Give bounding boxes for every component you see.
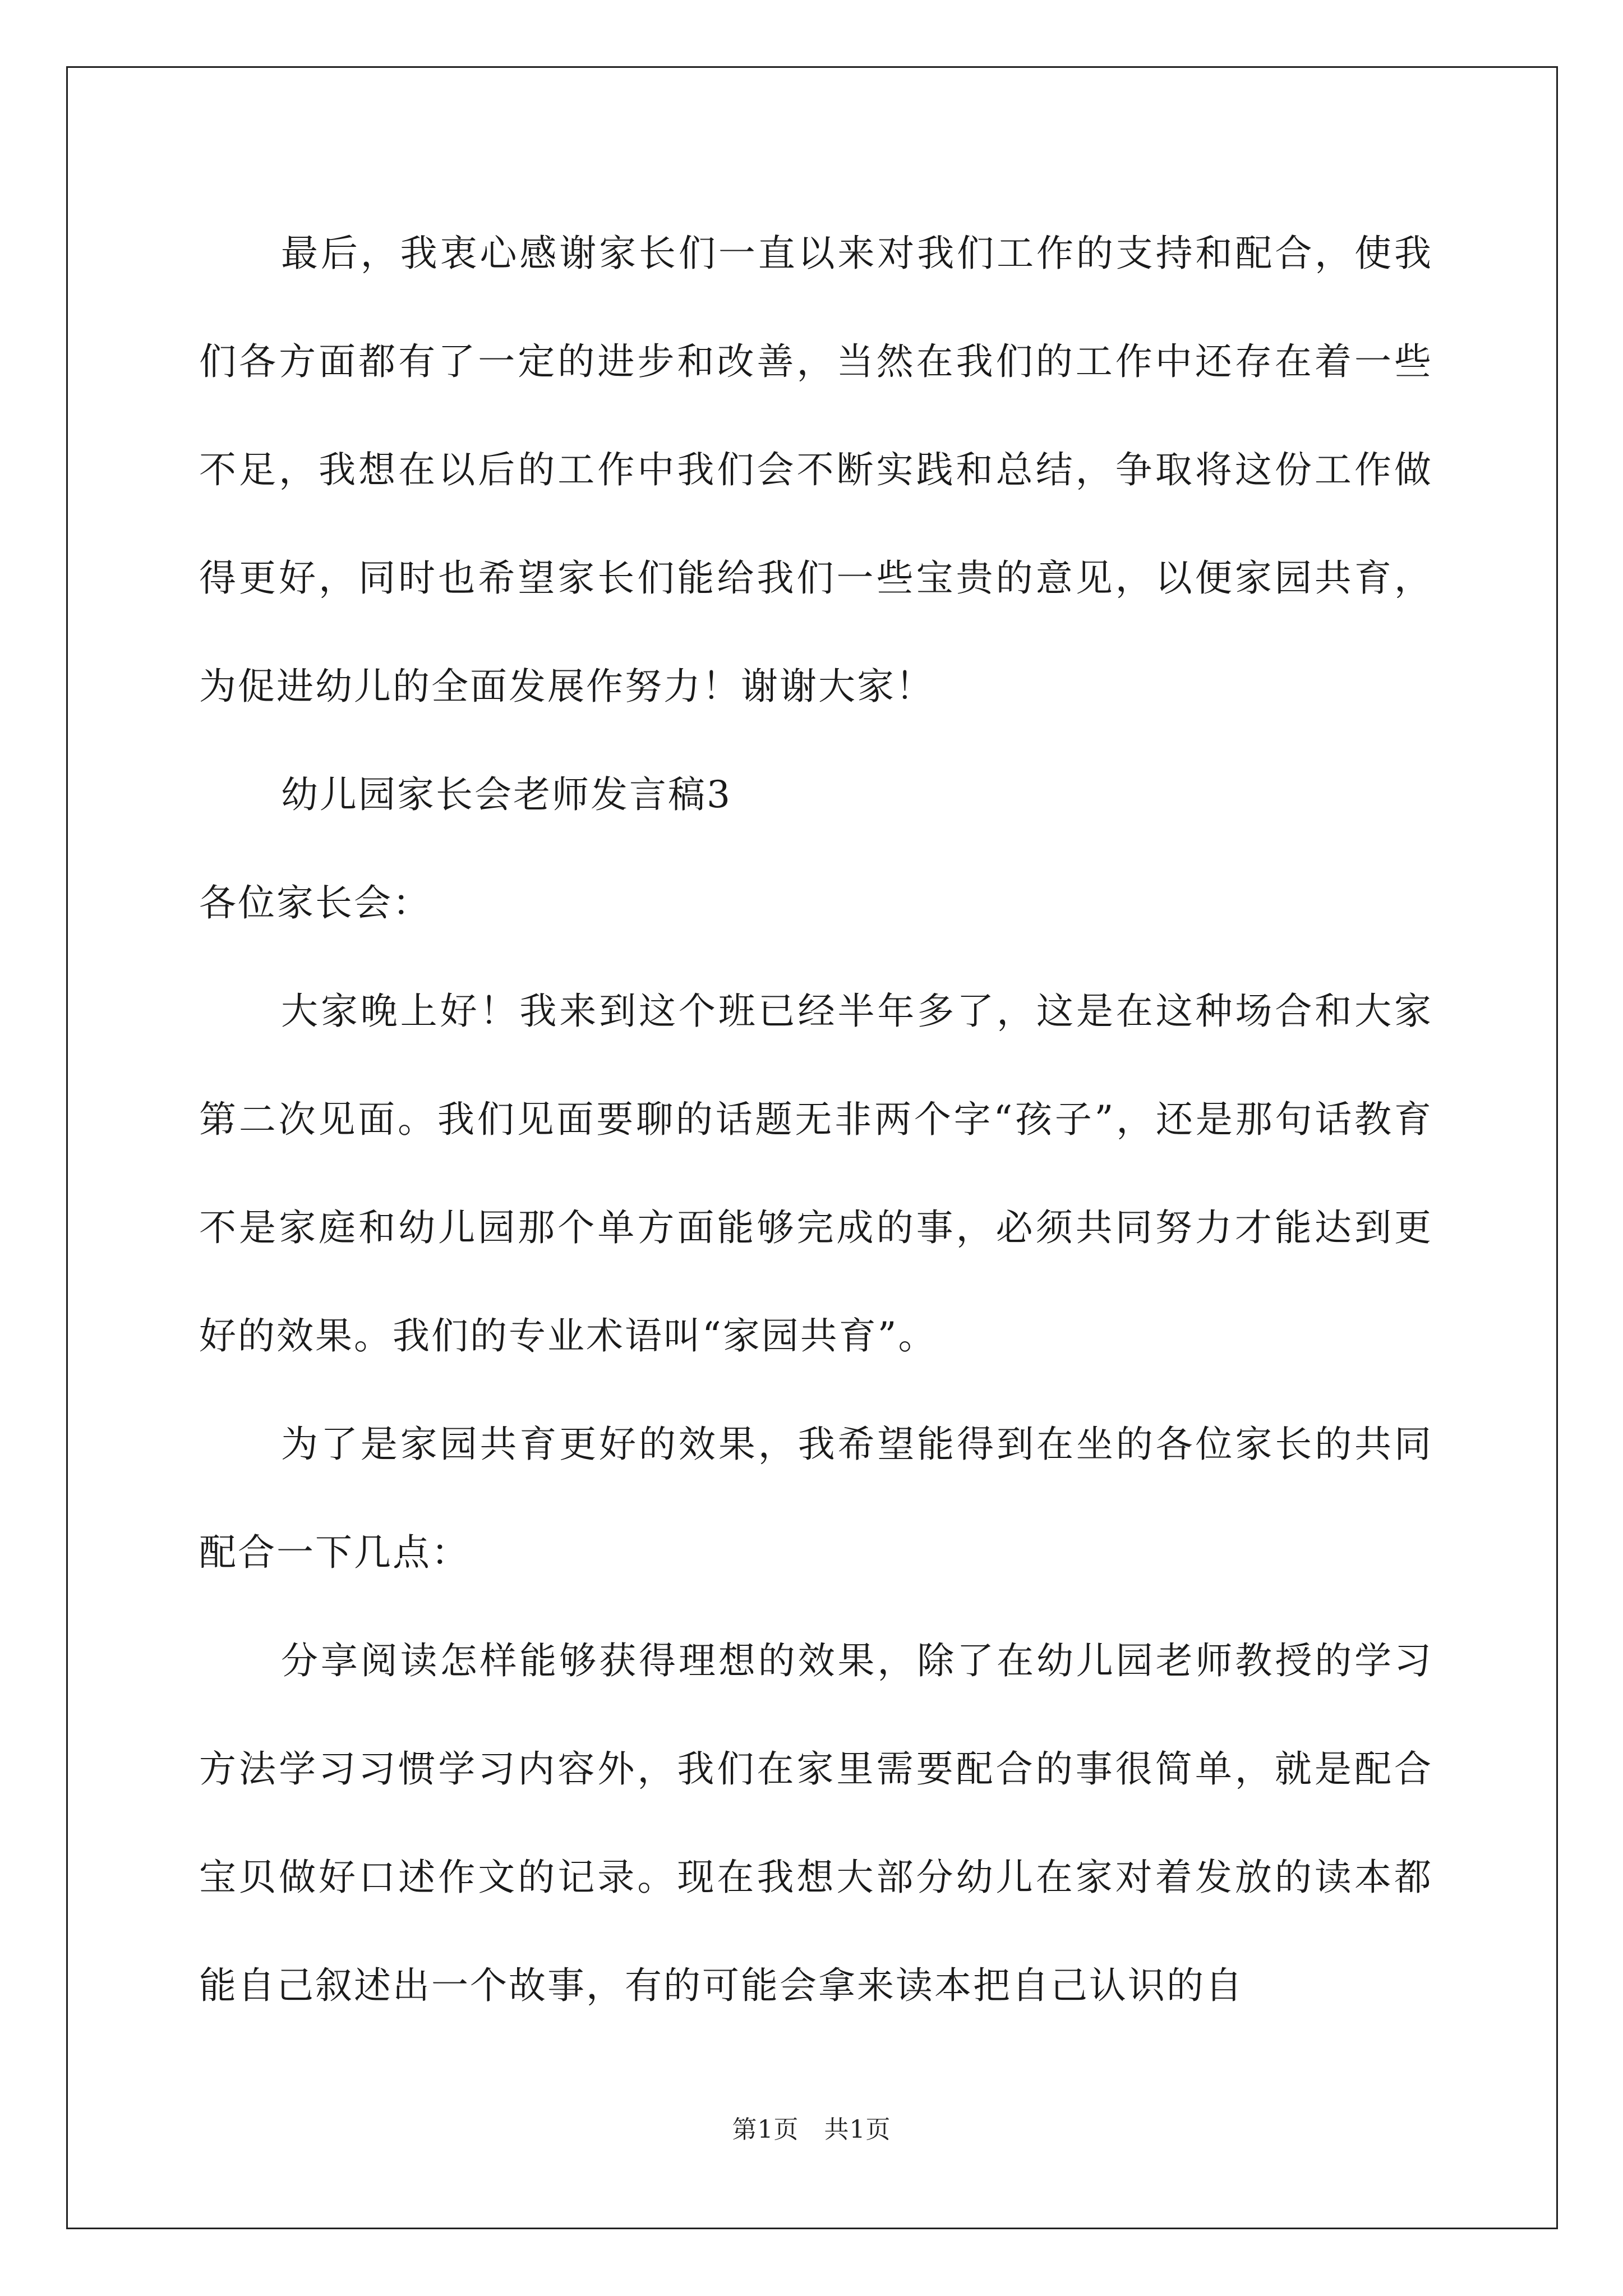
paragraph-opening: 大家晚上好！我来到这个班已经半年多了，这是在这种场合和大家第二次见面。我们见面要聊的话题无非两个字“孩子”，还是那句话教育不是家庭和幼儿园那个单方面能够完成的事，必须共同努力才能达到更好的效果。我们的专业术语叫“家园共育”。 [199,990,1433,1358]
document-body [199,199,1433,2040]
greeting-line: 各位家长会： [199,881,431,924]
section-title: 幼儿园家长会老师发言稿3 [281,773,732,816]
paragraph-shared-reading: 分享阅读怎样能够获得理想的效果，除了在幼儿园老师教授的学习方法学习习惯学习内容外，我们在家里需要配合的事很简单，就是配合宝贝做好口述作文的记录。现在我想大部分幼儿在家对着发放的读本都能自己叙述出一个故事，有的可能会拿来读本把自己认识的自 [199,1639,1433,2007]
page-number-footer: 第1页 共1页 [732,2115,891,2144]
paragraph-cooperation: 为了是家园共育更好的效果，我希望能得到在坐的各位家长的共同配合一下几点： [199,1423,1433,1574]
paragraph-closing-thanks: 最后，我衷心感谢家长们一直以来对我们工作的支持和配合，使我们各方面都有了一定的进步和改善，当然在我们的工作中还存在着一些不足，我想在以后的工作中我们会不断实践和总结，争取将这份工作做得更好，同时也希望家长们能给我们一些宝贵的意见，以便家园共育，为促进幼儿的全面发展作努力！谢谢大家！ [199,232,1433,708]
